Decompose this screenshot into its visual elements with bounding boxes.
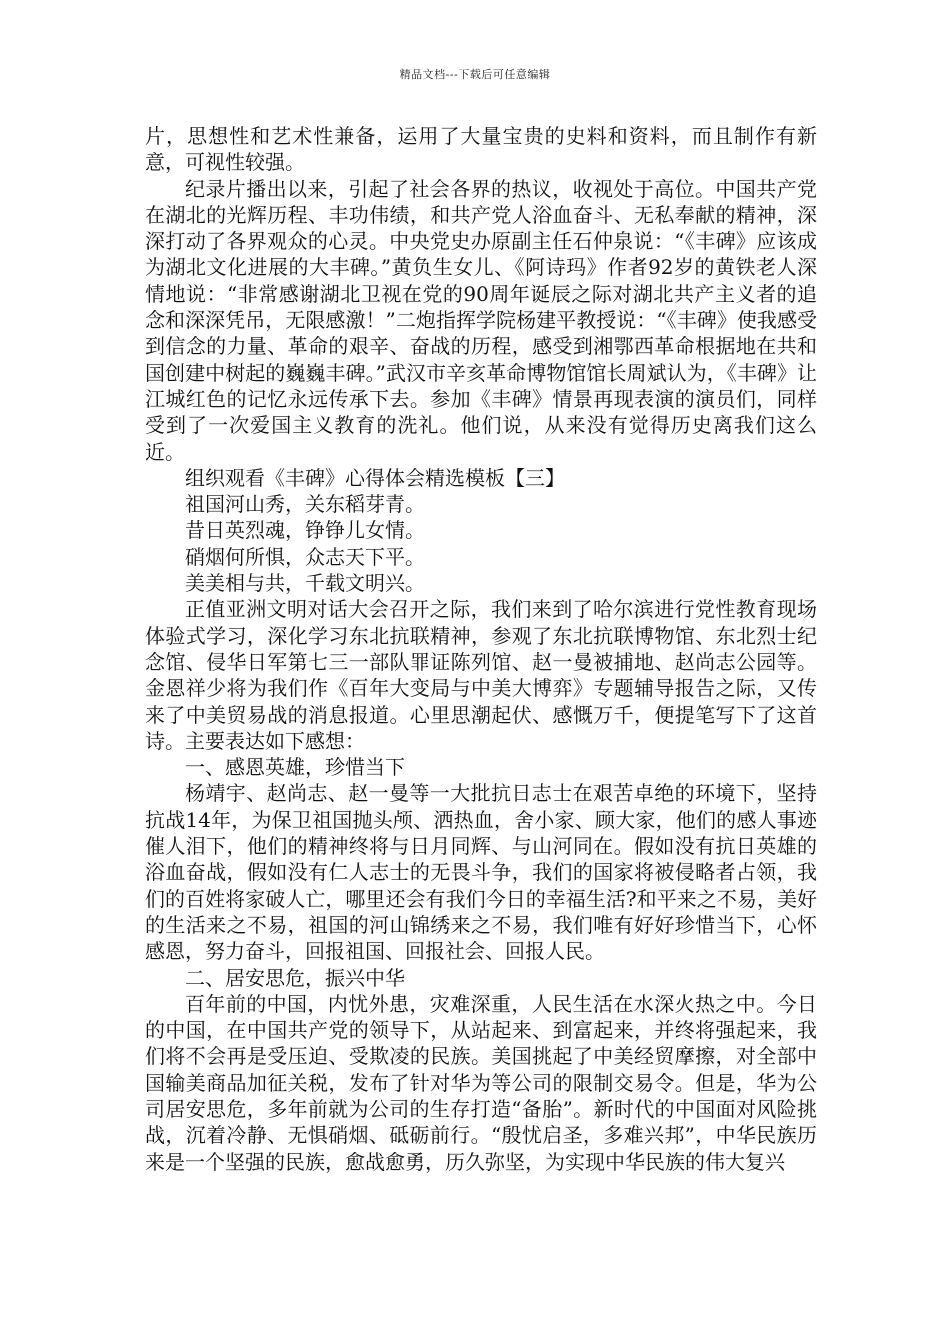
poem-line: 美美相与共，千载文明兴。 xyxy=(185,571,425,596)
document-body xyxy=(145,123,817,1175)
paragraph: 百年前的中国，内忧外患，灾难深重，人民生活在水深火热之中。今日的中国，在中国共产党的领导下，从站起来、到富起来，并终将强起来，我们将不会再是受压迫、受欺凌的民族。美国挑起了中美经贸摩擦，对全部中国输美商品加征关税，发布了针对华为等公司的限制交易令。但是，华为公司居安思危，多年前就为公司的生存打造“备胎”。新时代的中国面对风险挑战，沉着冷静、无惧硝烟、砥砺前行。“殷忧启圣，多难兴邦”，中华民族历来是一个坚强的民族，愈战愈勇，历久弥坚，为实现中华民族的伟大复兴 xyxy=(145,991,817,1174)
poem-line: 昔日英烈魂，铮铮儿女情。 xyxy=(185,518,425,543)
page-header: 精品文档---下载后可任意编辑 xyxy=(399,68,551,81)
poem-line: 硝烟何所惧，众志天下平。 xyxy=(185,544,425,569)
paragraph: 片，思想性和艺术性兼备，运用了大量宝贵的史料和资料，而且制作有新意，可视性较强。 xyxy=(145,124,817,175)
paragraph: 纪录片播出以来，引起了社会各界的热议，收视处于高位。中国共产党在湖北的光辉历程、丰功伟绩，和共产党人浴血奋斗、无私奉献的精神，深深打动了各界观众的心灵。中央党史办原副主任石仲泉说：“《丰碑》应该成为湖北文化进展的大丰碑。”黄负生女儿、《阿诗玛》作者92岁的黄铁老人深情地说：“非常感谢湖北卫视在党的90周年诞辰之际对湖北共产主义者的追念和深深凭吊，无限感激！”二炮指挥学院杨建平教授说：“《丰碑》使我感受到信念的力量、革命的艰辛、奋战的历程，感受到湘鄂西革命根据地在共和国创建中树起的巍巍丰碑。”武汉市辛亥革命博物馆馆长周斌认为，《丰碑》让江城红色的记忆永远传承下去。参加《丰碑》情景再现表演的演员们，同样受到了一次爱国主义教育的洗礼。他们说，从来没有觉得历史离我们这么近。 xyxy=(145,176,817,464)
subheading: 二、居安思危，振兴中华 xyxy=(185,965,405,990)
section-title: 组织观看《丰碑》心得体会精选模板【三】 xyxy=(185,465,565,490)
poem-line: 祖国河山秀，关东稻芽青。 xyxy=(185,492,425,517)
subheading: 一、感恩英雄，珍惜当下 xyxy=(185,755,405,780)
paragraph: 杨靖宇、赵尚志、赵一曼等一大批抗日志士在艰苦卓绝的环境下，坚持抗战14年，为保卫祖国抛头颅、洒热血，舍小家、顾大家，他们的感人事迹催人泪下，他们的精神终将与日月同辉、与山河同在。假如没有抗日英雄的浴血奋战，假如没有仁人志士的无畏斗争，我们的国家将被侵略者占领，我们的百姓将家破人亡，哪里还会有我们今日的幸福生活?和平来之不易，美好的生活来之不易，祖国的河山锦绣来之不易，我们唯有好好珍惜当下，心怀感恩，努力奋斗，回报祖国、回报社会、回报人民。 xyxy=(145,781,817,964)
paragraph: 正值亚洲文明对话大会召开之际，我们来到了哈尔滨进行党性教育现场体验式学习，深化学习东北抗联精神，参观了东北抗联博物馆、东北烈士纪念馆、侵华日军第七三一部队罪证陈列馆、赵一曼被捕地、赵尚志公园等。金恩祥少将为我们作《百年大变局与中美大博弈》专题辅导报告之际，又传来了中美贸易战的消息报道。心里思潮起伏、感慨万千，便提笔写下了这首诗。主要表达如下感想： xyxy=(145,597,817,753)
